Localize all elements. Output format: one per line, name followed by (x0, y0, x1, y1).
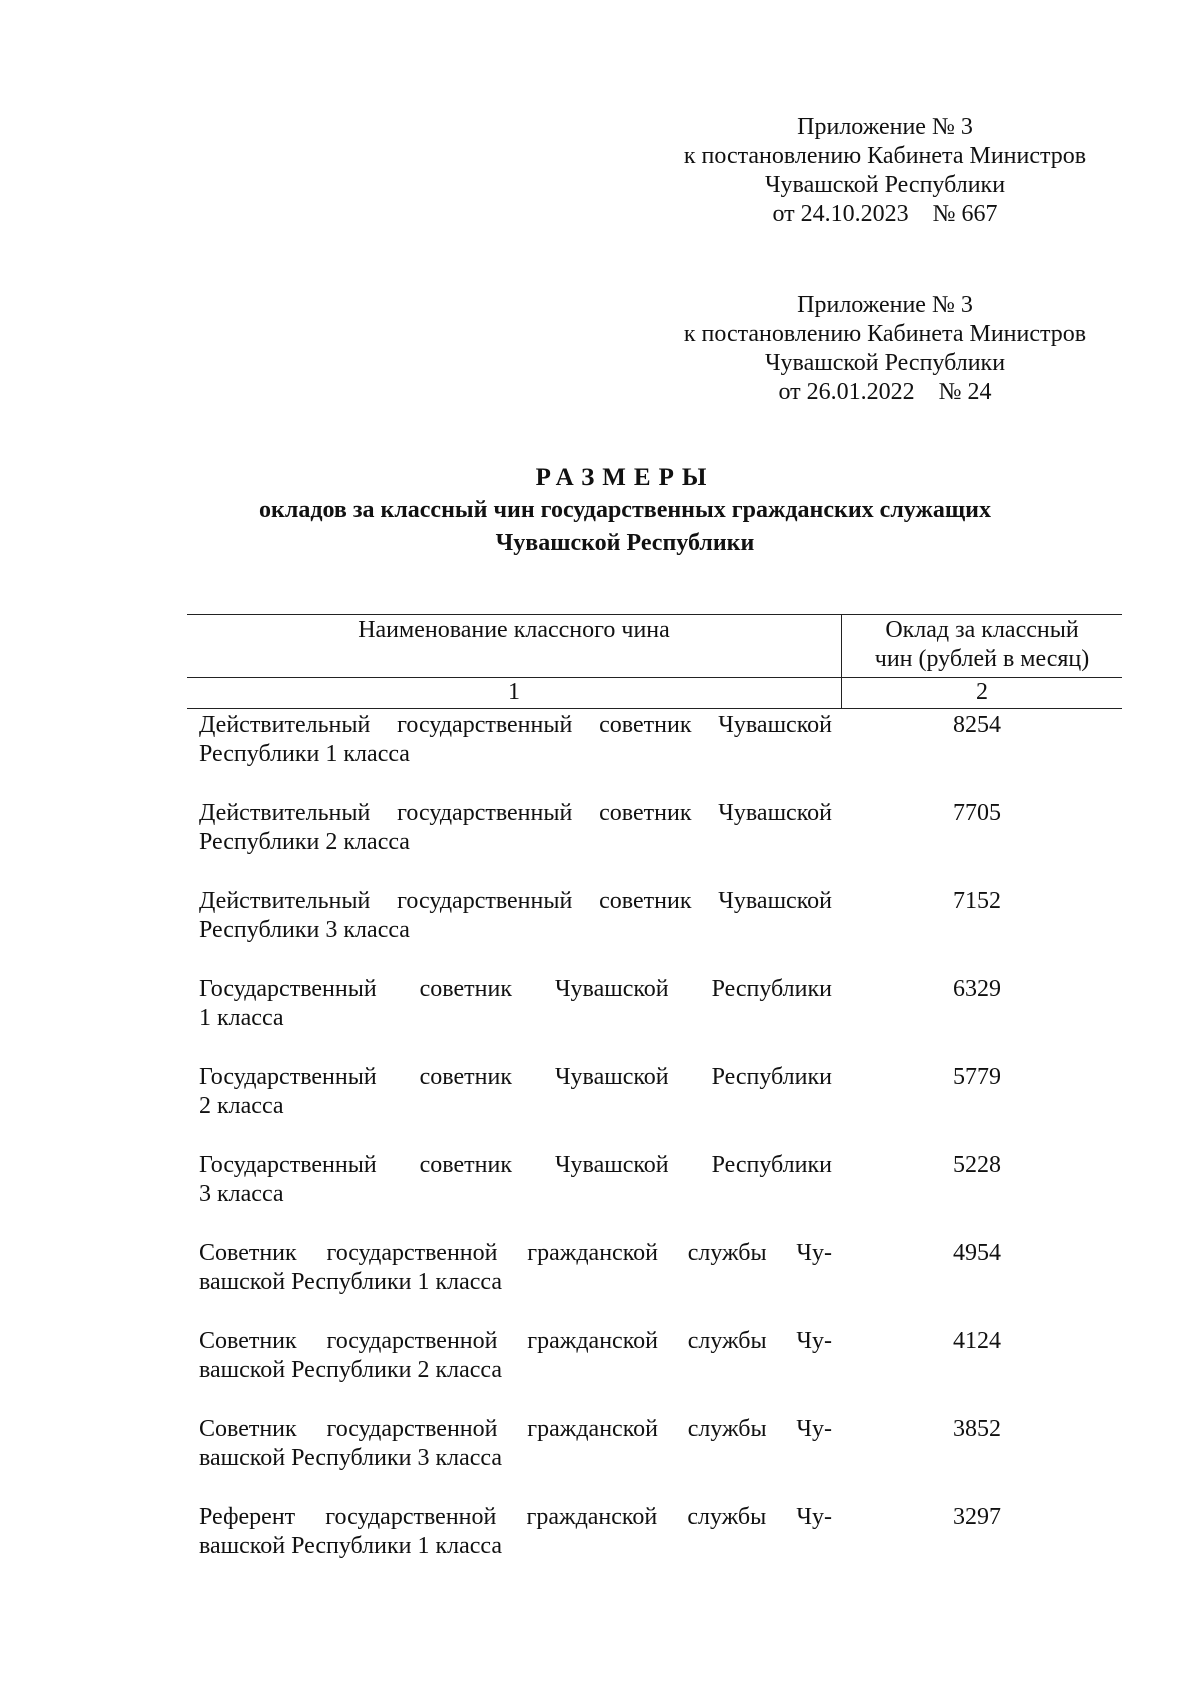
table-row (187, 1151, 1122, 1239)
appendix-label: Приложение № 3 (797, 292, 973, 318)
table-row (187, 1063, 1122, 1151)
salary-value: 7705 (953, 800, 1001, 826)
document-subtitle: окладов за классный чин государственных гражданских служащих (259, 497, 991, 523)
rank-name (187, 887, 832, 975)
table-row (187, 1327, 1122, 1415)
salary-value: 4124 (953, 1328, 1001, 1354)
rank-name (187, 711, 832, 799)
rank-name-line1: Действительный государственный советник Чувашской (199, 712, 832, 738)
column-header-salary (842, 615, 1122, 677)
table-header (187, 614, 1122, 709)
table-row (187, 1503, 1122, 1591)
rank-name-line2: вашской Республики 3 класса (199, 1445, 503, 1471)
document-title: РАЗМЕРЫ (535, 464, 715, 491)
column-number-2: 2 (976, 679, 988, 705)
rank-name-line1: Действительный государственный советник Чувашской (199, 800, 832, 826)
column-header-rank: Наименование классного чина (187, 615, 842, 677)
rank-name (187, 799, 832, 887)
rank-name-line1: Референт государственной гражданской службы Чу- (199, 1504, 832, 1530)
column-header-salary-line2: чин (рублей в месяц) (874, 646, 1090, 672)
rank-name-line2: 2 класса (199, 1093, 284, 1119)
rank-name-line1: Государственный советник Чувашской Республики (199, 976, 832, 1002)
rank-name (187, 1239, 832, 1327)
rank-name-line2: вашской Республики 1 класса (199, 1269, 503, 1295)
salary-value: 6329 (953, 976, 1001, 1002)
rank-name-line1: Советник государственной гражданской службы Чу- (199, 1240, 832, 1266)
rank-name-line1: Государственный советник Чувашской Республики (199, 1152, 832, 1178)
appendix-date-number: от 24.10.2023 № 667 (772, 201, 998, 227)
appendix-block-original (660, 291, 1110, 407)
table-body (187, 709, 1122, 1591)
table-row (187, 887, 1122, 975)
rank-name-line1: Советник государственной гражданской службы Чу- (199, 1416, 832, 1442)
rank-name (187, 975, 832, 1063)
rank-name-line2: 3 класса (199, 1181, 284, 1207)
header-row (187, 615, 1122, 677)
salary-value: 8254 (953, 712, 1001, 738)
rank-name (187, 1151, 832, 1239)
rank-name-line2: вашской Республики 1 класса (199, 1533, 503, 1559)
table-row (187, 975, 1122, 1063)
salary-value: 3852 (953, 1416, 1001, 1442)
column-number-1: 1 (187, 678, 842, 708)
appendix-block-current (660, 113, 1110, 229)
appendix-label: Приложение № 3 (797, 114, 973, 140)
rank-name-line2: вашской Республики 2 класса (199, 1357, 503, 1383)
rank-name-line1: Советник государственной гражданской службы Чу- (199, 1328, 832, 1354)
rank-name (187, 1327, 832, 1415)
table-row (187, 1415, 1122, 1503)
rank-name (187, 1063, 832, 1151)
appendix-reference: к постановлению Кабинета Министров (683, 143, 1087, 169)
salary-value: 5779 (953, 1064, 1001, 1090)
table-row (187, 1239, 1122, 1327)
rank-name (187, 1415, 832, 1503)
rank-name-line2: Республики 2 класса (199, 829, 410, 855)
salary-value: 3297 (953, 1504, 1001, 1530)
salary-value: 4954 (953, 1240, 1001, 1266)
salary-table (187, 614, 1122, 1591)
table-row (187, 799, 1122, 887)
document-subtitle-republic: Чувашской Республики (495, 530, 755, 556)
document-heading (150, 462, 1100, 560)
appendix-republic: Чувашской Республики (764, 350, 1006, 376)
rank-name-line2: Республики 3 класса (199, 917, 410, 943)
rank-name (187, 1503, 832, 1591)
appendix-reference: к постановлению Кабинета Министров (683, 321, 1087, 347)
rank-name-line1: Действительный государственный советник Чувашской (199, 888, 832, 914)
rank-name-line2: 1 класса (199, 1005, 284, 1031)
column-header-salary-line1: Оклад за классный (885, 617, 1079, 643)
appendix-republic: Чувашской Республики (764, 172, 1006, 198)
table-row (187, 711, 1122, 799)
rank-name-line2: Республики 1 класса (199, 741, 410, 767)
column-number-row (187, 677, 1122, 708)
salary-value: 5228 (953, 1152, 1001, 1178)
salary-value: 7152 (953, 888, 1001, 914)
rank-name-line1: Государственный советник Чувашской Республики (199, 1064, 832, 1090)
appendix-date-number: от 26.01.2022 № 24 (778, 379, 992, 405)
